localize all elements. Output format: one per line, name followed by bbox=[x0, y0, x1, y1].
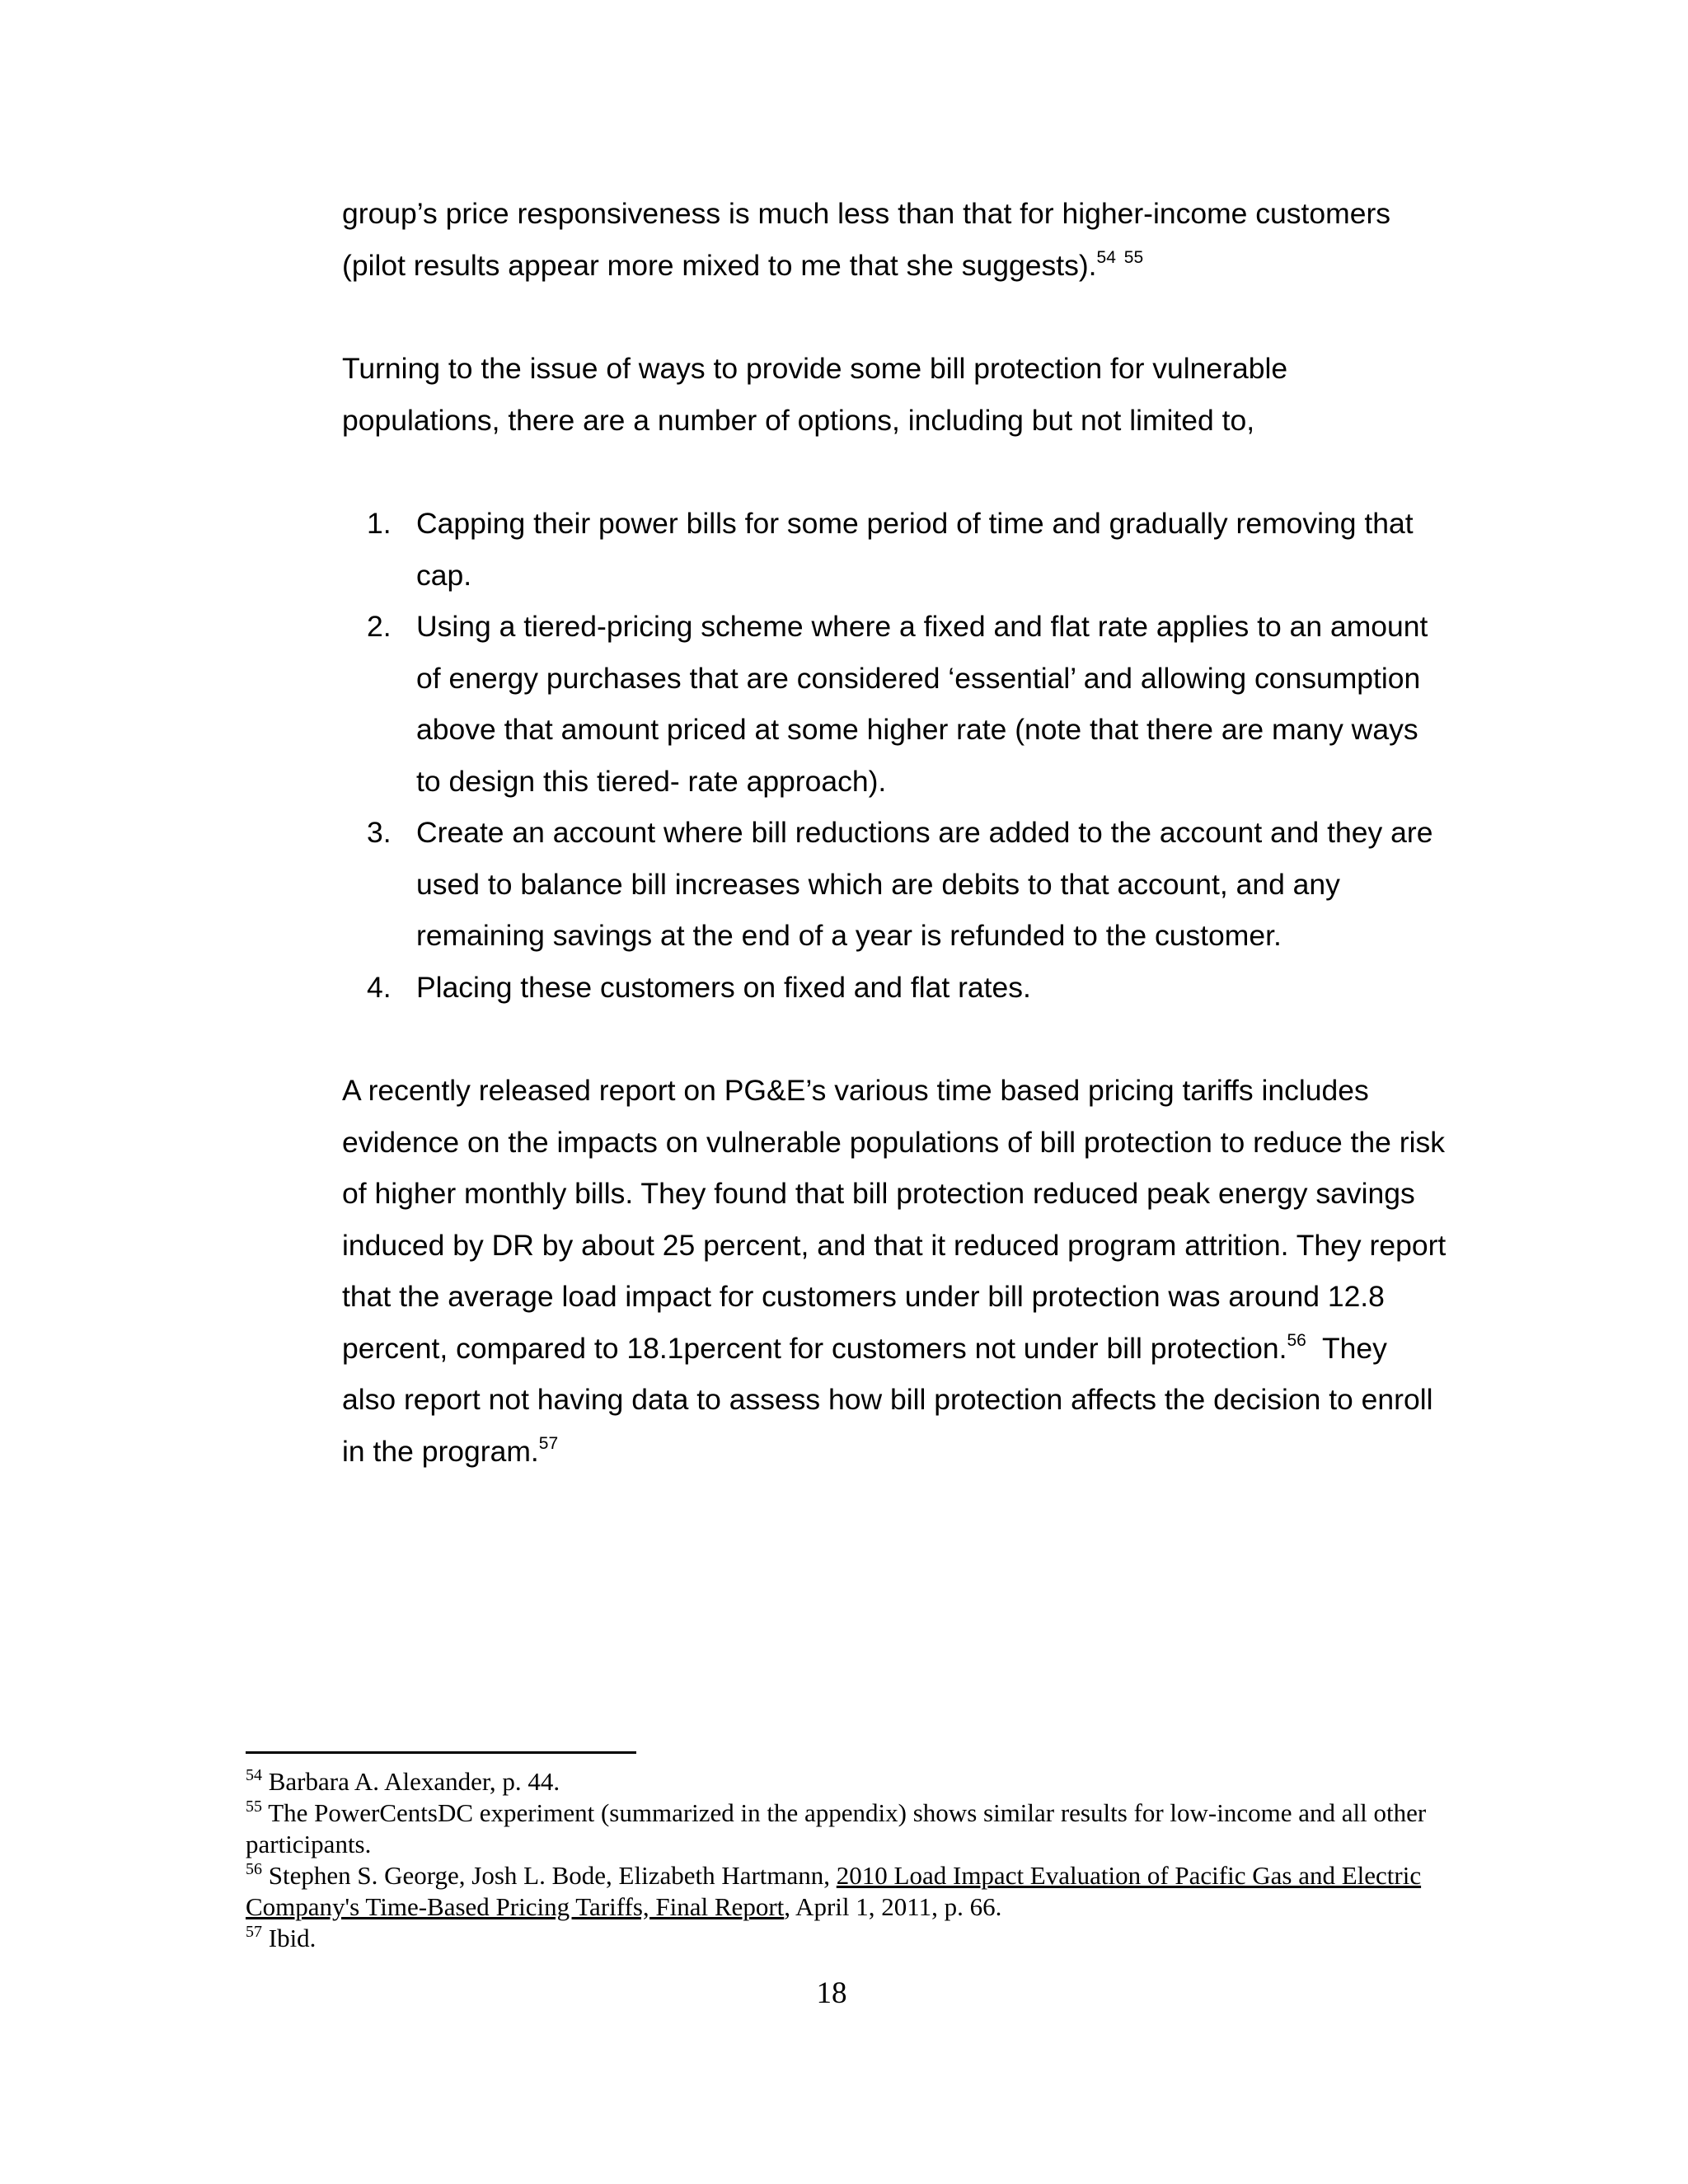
footnote-text: The PowerCentsDC experiment (summarized in the appendix) shows similar results for low-income and all other participants. bbox=[246, 1798, 1427, 1858]
paragraph-3-text-b: They also report not having data to assess how bill protection affects the decision to enroll in the program. bbox=[342, 1331, 1442, 1468]
footnote-text: Barbara A. Alexander, p. 44. bbox=[268, 1767, 560, 1796]
footnote-57 bbox=[246, 1923, 1441, 1954]
list-item bbox=[367, 807, 1438, 962]
list-item-text: Create an account where bill reductions are added to the account and they are used to balance bill increases which are debits to that account, and any remaining savings at the end of a year is refunded to the customer. bbox=[416, 816, 1433, 952]
paragraph-options-intro bbox=[342, 343, 1414, 446]
list-item bbox=[367, 962, 1438, 1014]
paragraph-1 bbox=[342, 188, 1438, 291]
list-item-number: 1. bbox=[367, 507, 392, 540]
footnote-number: 57 bbox=[246, 1923, 262, 1941]
footnote-54 bbox=[246, 1766, 1441, 1797]
footnote-text-date: , April 1, 2011, p. 66. bbox=[784, 1892, 1002, 1921]
list-item-number: 3. bbox=[367, 816, 392, 849]
list-item-number: 2. bbox=[367, 610, 392, 643]
paragraph-3 bbox=[342, 1065, 1447, 1477]
footnote-ref-55[interactable]: 55 bbox=[1123, 247, 1144, 267]
footnote-ref-57[interactable]: 57 bbox=[538, 1433, 559, 1453]
footnote-ref-56[interactable]: 56 bbox=[1287, 1330, 1306, 1350]
paragraph-2: Turning to the issue of ways to provide some bill protection for vulnerable populations, there are a number of options, including but not limited to, bbox=[342, 352, 1288, 437]
list-item-number: 4. bbox=[367, 971, 392, 1004]
footnote-separator bbox=[246, 1751, 636, 1754]
paragraph-continuation bbox=[342, 188, 1438, 291]
footnote-number: 54 bbox=[246, 1766, 262, 1784]
footnote-text-authors: Stephen S. George, Josh L. Bode, Elizabeth Hartmann, bbox=[268, 1861, 837, 1890]
list-item bbox=[367, 498, 1438, 601]
paragraph-1-text: group’s price responsiveness is much less than that for higher-income customers (pilot results appear more mixed to me that she suggests). bbox=[342, 197, 1391, 282]
footnotes bbox=[246, 1766, 1441, 1954]
list-item bbox=[367, 601, 1438, 807]
footnote-ref-54[interactable]: 54 bbox=[1096, 247, 1116, 267]
list-item-text: Placing these customers on fixed and flat rates. bbox=[416, 971, 1031, 1004]
footnote-55 bbox=[246, 1797, 1441, 1860]
list-item-text: Using a tiered-pricing scheme where a fixed and flat rate applies to an amount of energy purchases that are considered ‘essential’ and allowing consumption above that amount priced at some higher rate (note that there are many ways to design this tiered- rate approach). bbox=[416, 610, 1428, 798]
list-item-text: Capping their power bills for some period of time and gradually removing that cap. bbox=[416, 507, 1414, 592]
footnote-number: 56 bbox=[246, 1860, 262, 1878]
footnote-report-title: 2010 Load Impact Evaluation of Pacific Gas and Electric Company's Time-Based Pricing Tariffs, Final Report bbox=[246, 1861, 1422, 1921]
paragraph-pge-report bbox=[342, 1065, 1447, 1477]
footnote-text: Ibid. bbox=[268, 1924, 316, 1952]
page-number: 18 bbox=[816, 1976, 847, 2010]
paragraph-3-text-a: A recently released report on PG&E’s various time based pricing tariffs includes evidence on the impacts on vulnerable populations of bill protection to reduce the risk of higher monthly bills. They found that bill protection reduced peak energy savings induced by DR by about 25 percent, and that it reduced program attrition. They report that the average load impact for customers under bill protection was around 12.8 percent, compared to 18.1percent for customers not under bill protection. bbox=[342, 1074, 1447, 1365]
footnote-number: 55 bbox=[246, 1797, 262, 1816]
footnote-56 bbox=[246, 1860, 1441, 1923]
